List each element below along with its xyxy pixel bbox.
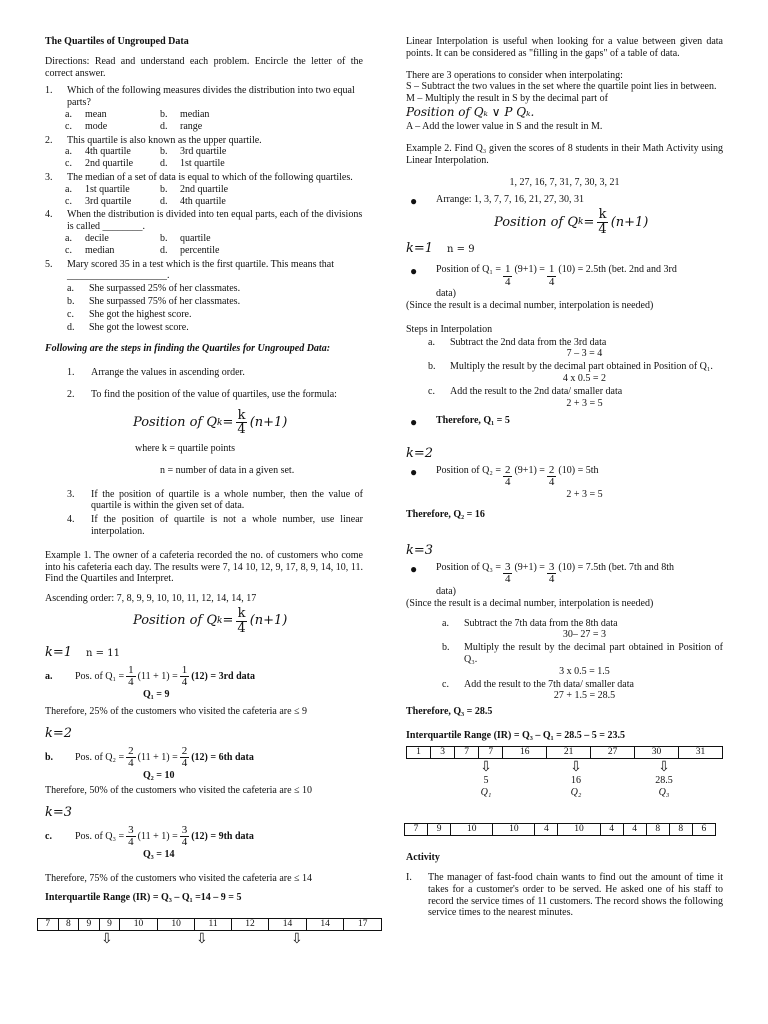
data-cell: 1	[407, 746, 431, 758]
data-cell: 7	[455, 746, 479, 758]
quartile-formula-3: Position of Q k = $\frac{k}{4}$ (n+1)	[494, 207, 649, 238]
q3-arrow-icon: ⇩	[291, 931, 303, 948]
right-column	[406, 36, 723, 919]
arrange-line: ● Arrange: 1, 3, 7, 7, 16, 21, 27, 30, 31	[410, 194, 585, 209]
q3-step-b-calc: 3 x 0.5 = 1.5	[559, 665, 610, 677]
down-arrow-icon: ⇩	[658, 758, 670, 775]
q2-arrow-icon: ⇩	[196, 931, 208, 948]
answer-option[interactable]: d. 1st quartile	[160, 158, 225, 170]
worksheet-title: The Quartiles of Ungrouped Data	[45, 36, 189, 47]
data-cell: 7	[479, 746, 503, 758]
data-cell: 3	[431, 746, 455, 758]
q2-position: b. Pos. of Q₂ = $\frac{2}{4}$ (11 + 1) = $\frac{2}{4}$ (12) = 6th data	[45, 744, 254, 770]
iqr-left: Interquartile Range (IR) = Q₃ – Q₁ =14 – 9 = 5	[45, 892, 242, 904]
steps-in-interpolation: Steps in Interpolation	[406, 323, 493, 335]
q3-value: Q₃ = 14	[143, 848, 175, 860]
answer-option[interactable]: b. median	[160, 108, 210, 120]
ascending-order: Ascending order: 7, 8, 9, 9, 10, 10, 11, 12, 14, 14, 17	[45, 593, 257, 605]
q1-arrow-icon: ⇩	[101, 931, 113, 948]
left-column	[45, 36, 368, 951]
since-1: (Since the result is a decimal number, interpolation is needed)	[406, 299, 654, 311]
since-3: (Since the result is a decimal number, interpolation is needed)	[406, 597, 654, 609]
q3-position: c. Pos. of Q₃ = $\frac{3}{4}$ (11 + 1) = $\frac{3}{4}$ (12) = 9th data	[45, 823, 254, 849]
steps-title: Following are the steps in finding the Quartiles for Ungrouped Data:	[45, 343, 331, 355]
step-4: 4. If the position of quartile is not a whole number, use linear interpolation.	[67, 514, 363, 537]
answer-option[interactable]: b. 3rd quartile	[160, 146, 227, 158]
q3-step-b: b. Multiply the result by the decimal part obtained in Position of Q₃.	[442, 642, 723, 665]
quartile-formula: Position of Q k = $\frac{k}{4}$ (n+1)	[133, 407, 288, 438]
example-1: Example 1. The owner of a cafeteria recorded the no. of customers who come into his cafeteria each day. The results were 7, 14 10, 12, 9, 17, 8, 9, 14, 10, 11. Find the Quartiles and Interpret.	[45, 549, 363, 585]
q2-calc-right: 2 + 3 = 5	[566, 488, 603, 500]
interp-step-b-calc: 4 x 0.5 = 2	[562, 372, 607, 384]
q3-step-a-calc: 30– 27 = 3	[562, 629, 607, 641]
data-cell: 10	[451, 823, 493, 835]
q3-position-data: data)	[436, 585, 456, 597]
quartile-formula-2: Position of Q k = $\frac{k}{4}$ (n+1)	[133, 605, 288, 636]
answer-option[interactable]: a. mean	[65, 108, 107, 120]
k2-right: k=2	[406, 445, 434, 461]
answer-option[interactable]: d. percentile	[160, 244, 220, 256]
answer-option[interactable]: a. 4th quartile	[65, 146, 131, 158]
question-item: 1. Which of the following measures divides the distribution into two equal parts? a. mean b. median c. mode d. range	[45, 85, 355, 132]
data-cell: 4	[600, 823, 623, 835]
question-item: 2. This quartile is also known as the upper quartile. a. 4th quartile b. 3rd quartile c. 2nd quartile d. 1st quartile	[45, 134, 262, 170]
data-cell: 10	[120, 919, 158, 931]
data-cell: 9	[99, 919, 120, 931]
answer-option[interactable]: b. She surpassed 75% of her classmates.	[67, 295, 241, 307]
data-cell: 9	[428, 823, 451, 835]
data-cell: 11	[195, 919, 231, 931]
quartile-markers-right	[406, 759, 723, 809]
interpolation-intro: Linear Interpolation is useful when looking for a value between given data points. It can be considered as "filling in the gaps" of a table of data.	[406, 36, 723, 59]
data-cell: 21	[547, 746, 591, 758]
data-cell: 4	[535, 823, 558, 835]
answer-option[interactable]: c. 3rd quartile	[65, 195, 132, 207]
quartile-marker: ⇩ 16 Q₂	[564, 759, 588, 799]
directions: Directions: Read and understand each problem. Encircle the letter of the correct answer.	[45, 55, 363, 79]
k-equals-3: k=3	[45, 805, 73, 821]
answer-option[interactable]: b. quartile	[160, 232, 211, 244]
answer-option[interactable]: a. 1st quartile	[65, 183, 130, 195]
answer-option[interactable]: c. She got the highest score.	[67, 308, 192, 320]
data-cell: 6	[692, 823, 715, 835]
q1-value: Q₁ = 9	[143, 688, 170, 700]
data-cell: 7	[38, 919, 59, 931]
data-cell: 10	[157, 919, 195, 931]
operation-m-formula: Position of Qₖ ∨ P Qₖ.	[406, 104, 535, 119]
data-cell: 9	[79, 919, 100, 931]
q1-position: a. Pos. of Q₁ = $\frac{1}{4}$ (11 + 1) = $\frac{1}{4}$ (12) = 3rd data	[45, 663, 255, 689]
answer-option[interactable]: b. 2nd quartile	[160, 183, 229, 195]
step-2: 2. To find the position of the value of quartiles, use the formula:	[67, 388, 337, 400]
data-cell: 8	[646, 823, 669, 835]
therefore-q3: Therefore, Q₃ = 28.5	[406, 706, 493, 718]
data-cell: 14	[269, 919, 307, 931]
operation-m: M – Multiply the result in S by the decimal part of	[406, 93, 608, 105]
step-3: 3. If the position of quartile is a whole number, then the value of quartile is within the given set of data.	[67, 488, 363, 512]
data-cell: 7	[405, 823, 428, 835]
data-cell: 16	[503, 746, 547, 758]
where-n: n = number of data in a given set.	[160, 464, 295, 476]
k-equals-1: k=1 n = 11	[45, 645, 120, 661]
question-item: 5. Mary scored 35 in a test which is the first quartile. This means that ____________________. a. She surpassed 25% of her classmates. b. She surpassed 75% of her classmates. c. She got the highest score. d. She got the lowest score.	[45, 259, 363, 334]
q3-step-c: c. Add the result to the 7th data/ smaller data	[442, 678, 634, 690]
operation-a: A – Add the lower value in S and the result in M.	[406, 121, 603, 133]
k-equals-2: k=2	[45, 726, 73, 742]
data-strip-right	[406, 746, 723, 759]
data-cell: 12	[231, 919, 269, 931]
q2-value: Q₂ = 10	[143, 769, 175, 781]
answer-option[interactable]: c. mode	[65, 120, 108, 132]
answer-option[interactable]: c. median	[65, 244, 115, 256]
answer-option[interactable]: d. She got the lowest score.	[67, 321, 189, 333]
data-cell: 14	[306, 919, 344, 931]
interp-step-c-calc: 2 + 3 = 5	[566, 397, 603, 409]
activity-item: I. The manager of fast-food chain wants to find out the amount of time it takes for a customer's order to be served. He asked one of his staff to record the service times of 11 customers. The record shows the following service times to the nearest minutes.	[406, 871, 723, 919]
interp-step-a-calc: 7 – 3 = 4	[566, 348, 603, 360]
operation-s: S – Subtract the two values in the set where the quartile point lies in between.	[406, 81, 717, 93]
quartile-marker: ⇩ 28.5 Q₃	[652, 759, 676, 799]
down-arrow-icon: ⇩	[570, 758, 582, 775]
therefore-1: Therefore, 25% of the customers who visited the cafeteria are ≤ 9	[45, 706, 308, 718]
data-cell: 31	[679, 746, 723, 758]
data-cell: 30	[635, 746, 679, 758]
data-cell: 10	[493, 823, 535, 835]
interp-step-b: b. Multiply the result by the decimal part obtained in Position of Q₁.	[428, 361, 713, 373]
activity-heading: Activity	[406, 852, 440, 864]
therefore-q2: Therefore, Q₂ = 16	[406, 508, 485, 520]
k1-right: k=1 n = 9	[406, 240, 475, 256]
q1-position-data: data)	[436, 288, 456, 300]
answer-option[interactable]: d. range	[160, 120, 203, 132]
q3-position-right: ● Position of Q₃ = $\frac{3}{4}$ (9+1) = $\frac{3}{4}$ (10) = 7.5th (bet. 7th and 8th	[410, 560, 675, 586]
q3-step-c-calc: 27 + 1.5 = 28.5	[553, 690, 616, 702]
quartile-marker: ⇩ 5 Q₁	[474, 759, 498, 799]
therefore-q1: ● Therefore, Q₁ = 5	[410, 415, 510, 430]
data-cell: 8	[669, 823, 692, 835]
data-strip-activity	[404, 823, 716, 836]
answer-option[interactable]: a. decile	[65, 232, 109, 244]
answer-option[interactable]: a. She surpassed 25% of her classmates.	[67, 283, 241, 295]
data-strip-left	[37, 918, 382, 931]
data-cell: 8	[58, 919, 79, 931]
q3-step-a: a. Subtract the 7th data from the 8th data	[442, 617, 618, 629]
q2-position-right: ● Position of Q₂ = $\frac{2}{4}$ (9+1) = $\frac{2}{4}$ (10) = 5th	[410, 463, 599, 489]
therefore-3: Therefore, 75% of the customers who visited the cafeteria are ≤ 14	[45, 872, 313, 884]
data-cell: 4	[623, 823, 646, 835]
question-list	[45, 85, 363, 333]
q1-position-right: ● Position of Q₁ = $\frac{1}{4}$ (9+1) = $\frac{1}{4}$ (10) = 2.5th (bet. 2nd and 3rd	[410, 263, 677, 288]
where-k: where k = quartile points	[135, 443, 236, 454]
example-2-data: 1, 27, 16, 7, 31, 7, 30, 3, 21	[509, 176, 620, 188]
interp-step-c: c. Add the result to the 2nd data/ smaller data	[428, 385, 623, 397]
operations-intro: There are 3 operations to consider when interpolating:	[406, 69, 623, 81]
down-arrow-icon: ⇩	[480, 758, 492, 775]
answer-option[interactable]: d. 4th quartile	[160, 195, 226, 207]
question-item: 3. The median of a set of data is equal to which of the following quartiles. a. 1st quartile b. 2nd quartile c. 3rd quartile d. 4th quartile	[45, 171, 353, 207]
step-1: 1. Arrange the values in ascending order.	[67, 367, 245, 379]
k3-right: k=3	[406, 542, 434, 558]
quartile-arrows-left	[37, 931, 363, 951]
interp-step-a: a. Subtract the 2nd data from the 3rd data	[428, 336, 607, 348]
example-2: Example 2. Find Q₃ given the scores of 8 students in their Math Activity using Linear Interpolation.	[406, 142, 723, 166]
question-item: 4. When the distribution is divided into ten equal parts, each of the divisions is called ________. a. decile b. quartile c. median d. percentile	[45, 209, 363, 256]
data-cell: 17	[344, 919, 382, 931]
data-cell: 27	[591, 746, 635, 758]
data-cell: 10	[558, 823, 600, 835]
answer-option[interactable]: c. 2nd quartile	[65, 158, 134, 170]
iqr-right: Interquartile Range (IR) = Q₃ – Q₁ = 28.5 – 5 = 23.5	[406, 729, 626, 741]
therefore-2: Therefore, 50% of the customers who visited the cafeteria are ≤ 10	[45, 785, 313, 797]
